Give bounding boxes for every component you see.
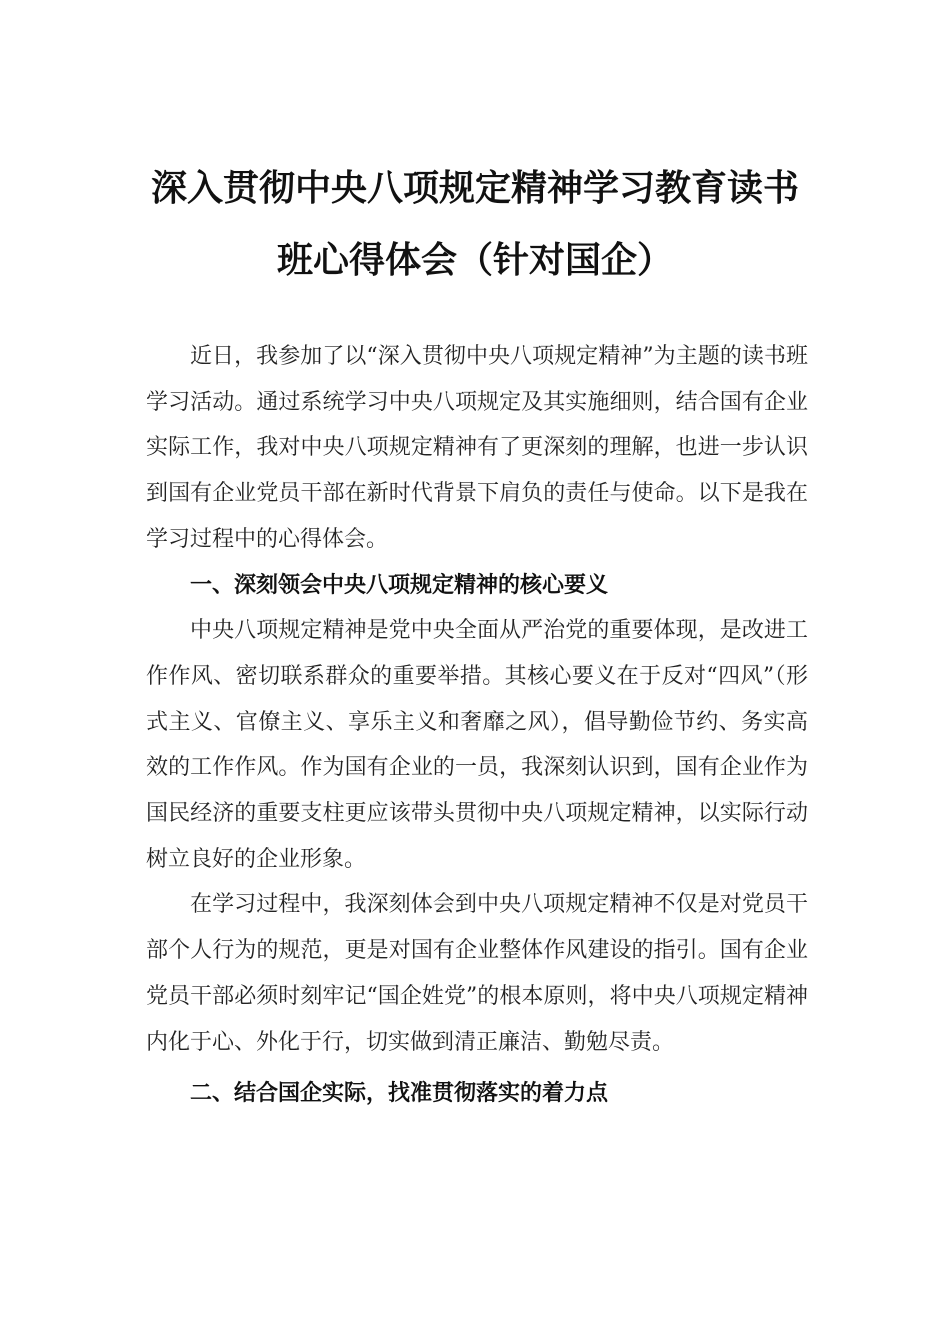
document-body [146,334,808,1117]
document-title-line-1: 深入贯彻中央八项规定精神学习教育读书 [150,167,799,209]
section-heading-1: 一、深刻领会中央八项规定精神的核心要义 [190,572,609,598]
body-paragraph: 中央八项规定精神是党中央全面从严治党的重要体现，是改进工作作风、密切联系群众的重要举措。其核心要义在于反对“四风”（形式主义、官僚主义、享乐主义和奢靡之风），倡导勤俭节约、务实高效的工作作风。作为国有企业的一员，我深刻认识到，国有企业作为国民经济的重要支柱更应该带头贯彻中央八项规定精神，以实际行动树立良好的企业形象。 [146,618,808,872]
body-paragraph: 在学习过程中，我深刻体会到中央八项规定精神不仅是对党员干部个人行为的规范，更是对国有企业整体作风建设的指引。国有企业党员干部必须时刻牢记“国企姓党”的根本原则，将中央八项规定精神内化于心、外化于行，切实做到清正廉洁、勤勉尽责。 [146,892,808,1055]
section-heading-2: 二、结合国企实际，找准贯彻落实的着力点 [190,1081,609,1107]
intro-paragraph: 近日，我参加了以“深入贯彻中央八项规定精神”为主题的读书班学习活动。通过系统学习中央八项规定及其实施细则，结合国有企业实际工作，我对中央八项规定精神有了更深刻的理解，也进一步认识到国有企业党员干部在新时代背景下肩负的责任与使命。以下是我在学习过程中的心得体会。 [146,344,808,552]
document-title-line-2: 班心得体会（针对国企） [276,239,673,281]
